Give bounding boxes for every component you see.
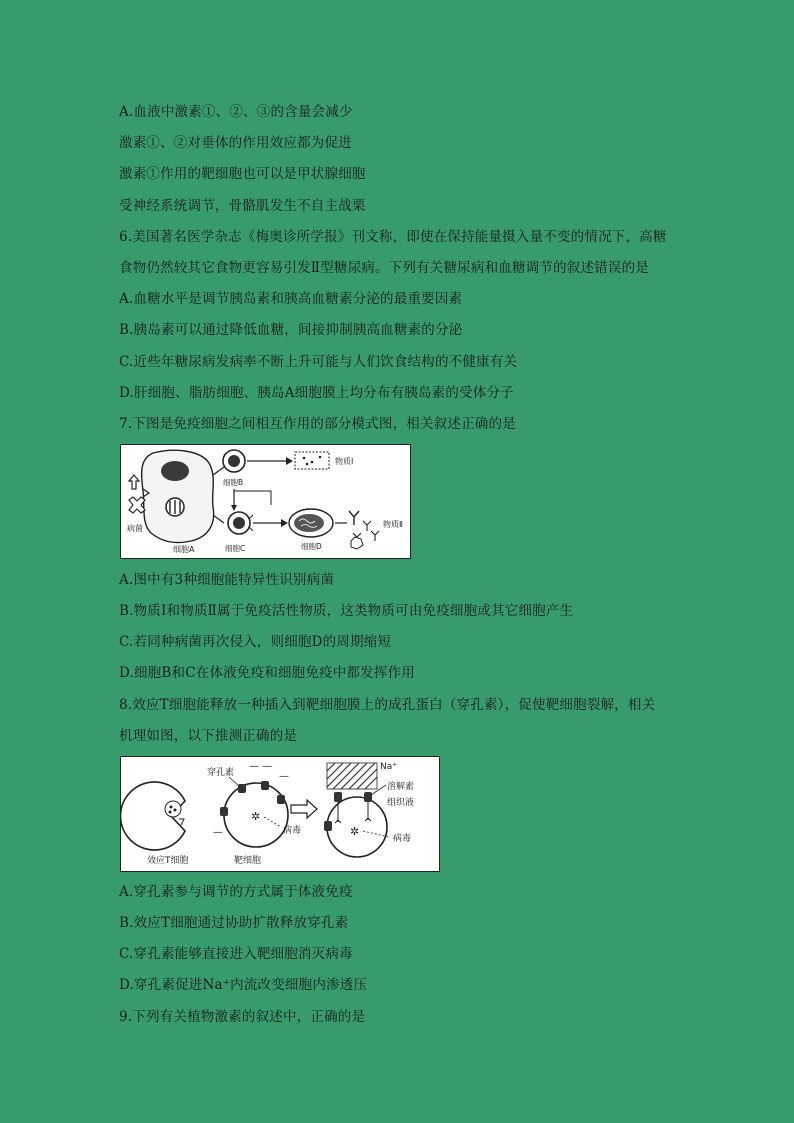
q9-stem: 9.下列有关植物激素的叙述中，正确的是 xyxy=(119,1009,366,1025)
label-substance-2: 物质Ⅱ xyxy=(383,520,403,529)
q8-option-b: B.效应T细胞通过协助扩散释放穿孔素 xyxy=(119,915,349,931)
q5-option-a: A.血液中激素①、②、③的含量会减少 xyxy=(119,104,353,120)
q8-stem-line-1: 8.效应T细胞能释放一种插入到靶细胞膜上的成孔蛋白（穿孔素），促使靶细胞裂解，相关 xyxy=(119,697,656,713)
q6-option-c: C.近些年糖尿病发病率不断上升可能与人们饮食结构的不健康有关 xyxy=(119,354,518,370)
q5-option-c: 激素①作用的靶细胞也可以是甲状腺细胞 xyxy=(119,166,366,182)
label-target-cell: 靶细胞 xyxy=(234,856,262,866)
virus-glyph-2: ✲ xyxy=(350,825,360,838)
label-perforin: 穿孔素 xyxy=(207,768,235,778)
q8-option-a: A.穿孔素参与调节的方式属于体液免疫 xyxy=(119,884,353,900)
q7-option-b: B.物质Ⅰ和物质Ⅱ属于免疫活性物质，这类物质可由免疫细胞或其它细胞产生 xyxy=(119,603,574,619)
virus-glyph: ✲ xyxy=(251,810,261,823)
label-cell-a: 细胞A xyxy=(173,545,195,554)
immune-cell-interaction-figure xyxy=(120,444,411,559)
q8-option-d: D.穿孔素促进Na⁺内流改变细胞内渗透压 xyxy=(119,977,368,993)
label-lysozyme: 溶解素 xyxy=(387,782,415,792)
q5-option-d: 受神经系统调节，骨骼肌发生不自主战栗 xyxy=(119,198,366,214)
q7-option-d: D.细胞B和C在体液免疫和细胞免疫中都发挥作用 xyxy=(119,665,415,681)
q6-stem-line-1: 6.美国著名医学杂志《梅奥诊所学报》刊文称，即使在保持能量摄入量不变的情况下，高糖 xyxy=(119,229,667,245)
label-cell-b: 细胞B xyxy=(223,478,244,487)
q8-stem-line-2: 机理如图，以下推测正确的是 xyxy=(119,728,298,744)
svg-text:—: — xyxy=(213,827,223,838)
q6-stem-line-2: 食物仍然较其它食物更容易引发Ⅱ型糖尿病。下列有关糖尿病和血糖调节的叙述错误的是 xyxy=(119,260,649,276)
label-cell-d: 细胞D xyxy=(301,542,322,551)
label-effector-t-cell: 效应T细胞 xyxy=(147,856,189,866)
q7-option-c: C.若同种病菌再次侵入，则细胞D的周期缩短 xyxy=(119,634,392,650)
q6-option-a: A.血糖水平是调节胰岛素和胰高血糖素分泌的最重要因素 xyxy=(119,291,463,307)
label-sodium-ion: Na⁺ xyxy=(380,762,397,772)
label-virus-2: 病毒 xyxy=(393,834,412,844)
q8-option-c: C.穿孔素能够直接进入靶细胞消灭病毒 xyxy=(119,946,353,962)
svg-text:— —: — — xyxy=(249,761,273,772)
q6-option-b: B.胰岛素可以通过降低血糖，间接抑制胰高血糖素的分泌 xyxy=(119,322,463,338)
label-substance-1: 物质Ⅰ xyxy=(335,457,354,466)
q5-option-b: 激素①、②对垂体的作用效应都为促进 xyxy=(119,135,352,151)
label-virus: 病毒 xyxy=(283,826,302,836)
q7-option-a: A.图中有3种细胞能特异性识别病菌 xyxy=(119,572,335,588)
label-tissue-fluid: 组织液 xyxy=(387,798,415,808)
label-pathogen: 病菌 xyxy=(127,524,143,533)
q6-option-d: D.肝细胞、脂肪细胞、胰岛A细胞膜上均分布有胰岛素的受体分子 xyxy=(119,385,514,401)
svg-text:—: — xyxy=(279,771,289,782)
perforin-mechanism-figure xyxy=(120,756,440,872)
q7-stem: 7.下图是免疫细胞之间相互作用的部分模式图，相关叙述正确的是 xyxy=(119,416,516,432)
label-cell-c: 细胞C xyxy=(225,544,246,553)
